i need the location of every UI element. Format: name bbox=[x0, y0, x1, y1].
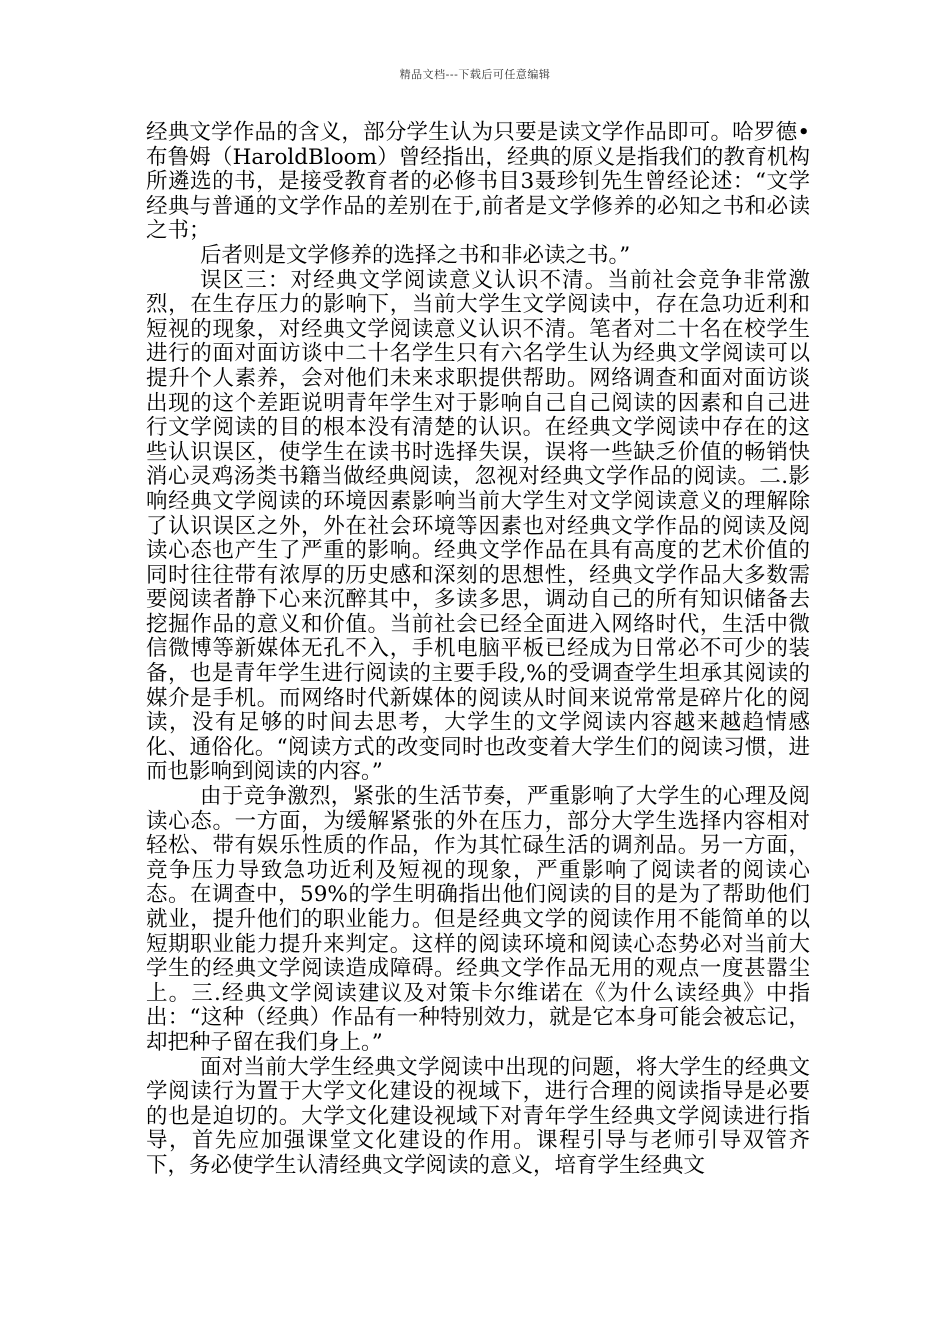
paragraph: 面对当前大学生经典文学阅读中出现的问题，将大学生的经典文学阅读行为置于大学文化建设的视域下，进行合理的阅读指导是必要的也是迫切的。大学文化建设视域下对青年学生经典文学阅读进行指导，首先应加强课堂文化建设的作用。课程引导与老师引导双管齐下，务必使学生认清经典文学阅读的意义，培育学生经典文 bbox=[146, 1054, 810, 1178]
paragraph: 由于竞争激烈，紧张的生活节奏，严重影响了大学生的心理及阅读心态。一方面，为缓解紧张的外在压力，部分大学生选择内容相对轻松、带有娱乐性质的作品，作为其忙碌生活的调剂品。另一方面，竞争压力导致急功近利及短视的现象，严重影响了阅读者的阅读心态。在调查中，59%的学生明确指出他们阅读的目的是为了帮助他们就业，提升他们的职业能力。但是经典文学的阅读作用不能简单的以短期职业能力提升来判定。这样的阅读环境和阅读心态势必对当前大学生的经典文学阅读造成障碍。经典文学作品无用的观点一度甚嚣尘上。三.经典文学阅读建议及对策卡尔维诺在《为什么读经典》中指出：“这种（经典）作品有一种特别效力，就是它本身可能会被忘记，却把种子留在我们身上。” bbox=[146, 784, 810, 1055]
paragraph: 后者则是文学修养的选择之书和非必读之书。” bbox=[200, 242, 631, 268]
paragraph: 经典文学作品的含义，部分学生认为只要是读文学作品即可。哈罗德•布鲁姆（HaroldBloom）曾经指出，经典的原义是指我们的教育机构所遴选的书，是接受教育者的必修书目3聂珍钊先生曾经论述：“文学经典与普通的文学作品的差别在于,前者是文学修养的必知之书和必读之书； bbox=[146, 120, 810, 244]
paragraph: 误区三：对经典文学阅读意义认识不清。当前社会竞争非常激烈，在生存压力的影响下，当前大学生文学阅读中，存在急功近利和短视的现象，对经典文学阅读意义认识不清。笔者对二十名在校学生进行的面对面访谈中二十名学生只有六名学生认为经典文学阅读可以提升个人素养，会对他们未来求职提供帮助。网络调查和面对面访谈出现的这个差距说明青年学生对于影响自己自己阅读的因素和自己进行文学阅读的目的根本没有清楚的认识。在经典文学阅读中存在的这些认识误区，使学生在读书时选择失误，误将一些缺乏价值的畅销快消心灵鸡汤类书籍当做经典阅读，忽视对经典文学作品的阅读。二.影响经典文学阅读的环境因素影响当前大学生对文学阅读意义的理解除了认识误区之外，外在社会环境等因素也对经典文学作品的阅读及阅读心态也产生了严重的影响。经典文学作品在具有高度的艺术价值的同时往往带有浓厚的历史感和深刻的思想性，经典文学作品大多数需要阅读者静下心来沉醉其中，多读多思，调动自己的所有知识储备去挖掘作品的意义和价值。当前社会已经全面进入网络时代，生活中微信微博等新媒体无孔不入，手机电脑平板已经成为日常必不可少的装备，也是青年学生进行阅读的主要手段,%的受调查学生坦承其阅读的媒介是手机。而网络时代新媒体的阅读从时间来说常常是碎片化的阅读，没有足够的时间去思考，大学生的文学阅读内容越来越趋情感化、通俗化。“阅读方式的改变同时也改变着大学生们的阅读习惯，进而也影响到阅读的内容。” bbox=[146, 267, 810, 785]
page-header: 精品文档---下载后可任意编辑 bbox=[399, 68, 551, 81]
document-body bbox=[146, 121, 810, 1179]
